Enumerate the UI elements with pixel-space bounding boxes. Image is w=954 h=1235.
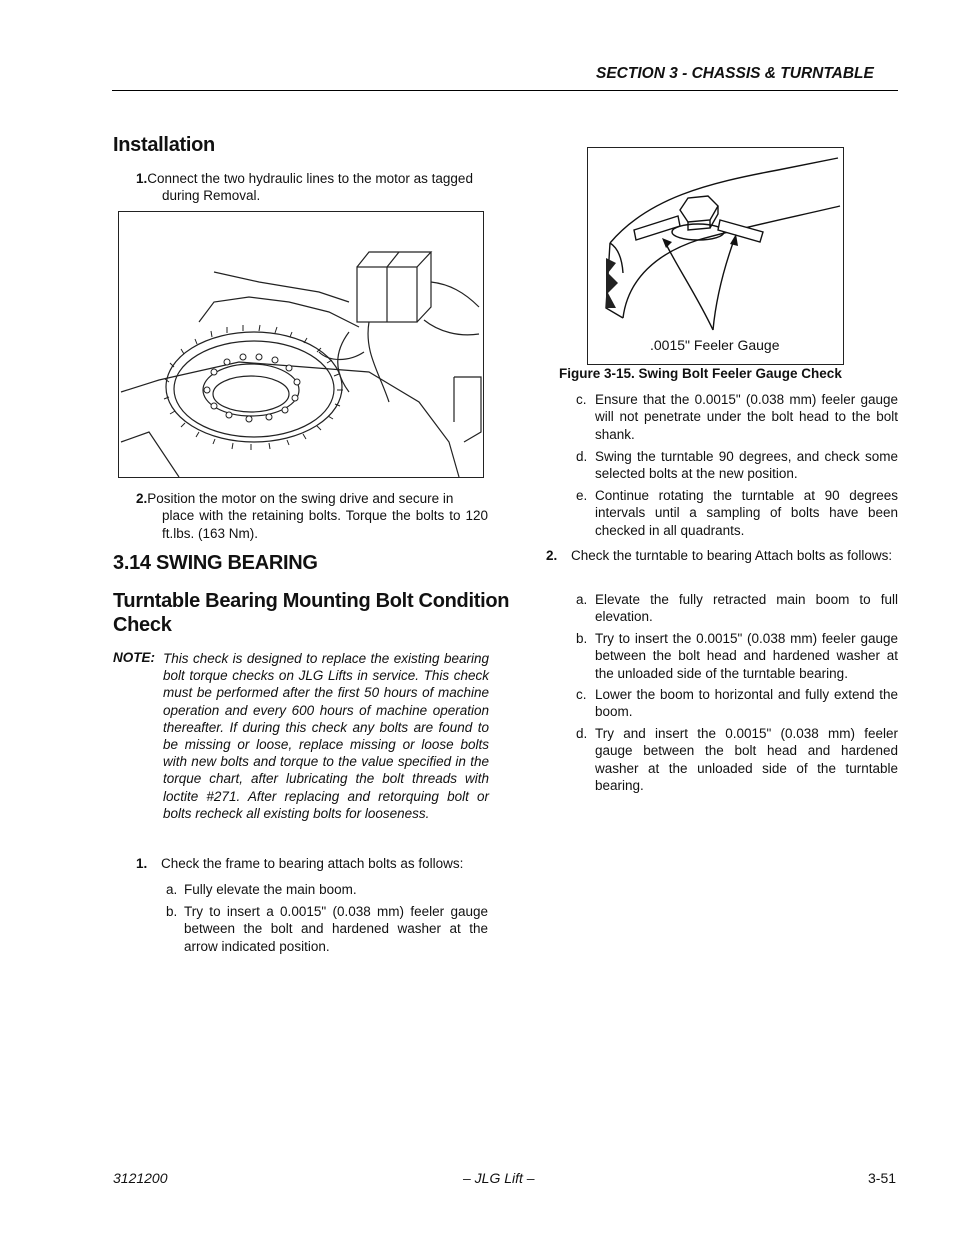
item-text: Continue rotating the turntable at 90 degrees intervals until a sampling of bolts have been checked in all quadrants. [595, 488, 898, 538]
motor-figure [118, 211, 484, 478]
subsection-title-line: Check [113, 614, 172, 636]
check-step-2 [546, 547, 898, 564]
item-text: Lower the boom to horizontal and fully extend the boom. [595, 687, 898, 720]
note-text: This check is designed to replace the existing bearing bolt torque checks on JLG Lifts in service. This check must be performed after the first 50 hours of machine operation and every 600 hours of machine operation thereafter. If during this check any bolts are found to be missing or loose, replace missing or loose bolts with new bolts and torque to the value specified in the torque chart, after lubricating the bolt threads with loctite #271. After replacing and retorquing bolt or bolts recheck all existing bolts for looseness. [163, 651, 489, 821]
footer-brand: – JLG Lift – [463, 1170, 535, 1186]
step-text: Check the frame to bearing attach bolts as follows: [161, 856, 464, 871]
item-text: Try and insert the 0.0015" (0.038 mm) feeler gauge between the bolt head and hardened washer at the unloaded side of the turntable bearing. [595, 726, 898, 794]
item-letter: d. [576, 726, 588, 741]
step-number: 1. [136, 856, 148, 871]
step-c [576, 391, 898, 443]
step-2-a [576, 591, 898, 626]
bolt-feeler-illustration [588, 148, 843, 364]
swing-drive-illustration [119, 212, 483, 477]
item-text: Try to insert the 0.0015" (0.038 mm) feeler gauge between the bolt head and hardened washer at the unloaded side of the turntable bearing. [595, 631, 898, 681]
subsection-title [113, 589, 509, 637]
step-number: 2. [546, 548, 558, 563]
doc-number: 3121200 [113, 1170, 168, 1186]
header-rule [112, 90, 898, 91]
figure-caption: Figure 3-15. Swing Bolt Feeler Gauge Check [559, 366, 842, 381]
step-2-c [576, 686, 898, 721]
step-d [576, 448, 898, 483]
item-letter: e. [576, 488, 588, 503]
feeler-gauge-label: .0015" Feeler Gauge [650, 337, 780, 353]
item-letter: b. [576, 631, 588, 646]
item-text: Ensure that the 0.0015" (0.038 mm) feeler gauge will not penetrate under the bolt head to the bolt shank. [595, 392, 898, 442]
item-letter: d. [576, 449, 588, 464]
step-2-b [576, 630, 898, 682]
item-letter: c. [576, 687, 587, 702]
step-text-cont: place with the retaining bolts. Torque the bolts to 120 ft.lbs. (163 Nm). [162, 508, 488, 541]
step-e [576, 487, 898, 539]
feeler-gauge-figure [587, 147, 844, 365]
step-text-cont: during Removal. [162, 188, 261, 204]
step-number: 2. [136, 491, 148, 506]
step-2-d [576, 725, 898, 795]
step-text: Check the turntable to bearing Attach bolts as follows: [571, 548, 893, 563]
check-1-b [166, 903, 488, 955]
install-step-1 [136, 170, 488, 205]
subsection-title-line: Turntable Bearing Mounting Bolt Condition [113, 590, 510, 612]
step-text: Connect the two hydraulic lines to the motor as tagged [147, 171, 473, 186]
item-text: Swing the turntable 90 degrees, and check some selected bolts at the new position. [595, 449, 898, 482]
section-header: SECTION 3 - CHASSIS & TURNTABLE [596, 65, 874, 82]
item-text: Elevate the fully retracted main boom to full elevation. [595, 592, 898, 625]
item-letter: c. [576, 392, 587, 407]
item-text: Try to insert a 0.0015" (0.038 mm) feeler gauge between the bolt and hardened washer at the arrow indicated position. [184, 904, 488, 954]
item-letter: a. [166, 882, 178, 897]
step-number: 1. [136, 171, 148, 186]
item-letter: b. [166, 904, 178, 919]
note-label: NOTE: [113, 650, 155, 665]
step-text: Position the motor on the swing drive and secure in [147, 491, 454, 506]
check-1-a [166, 881, 488, 898]
check-step-1 [136, 855, 488, 872]
section-title: 3.14 SWING BEARING [113, 552, 318, 574]
item-letter: a. [576, 592, 588, 607]
page-number: 3-51 [868, 1170, 897, 1186]
install-step-2 [136, 490, 488, 542]
installation-heading: Installation [113, 134, 215, 156]
item-text: Fully elevate the main boom. [184, 882, 357, 897]
